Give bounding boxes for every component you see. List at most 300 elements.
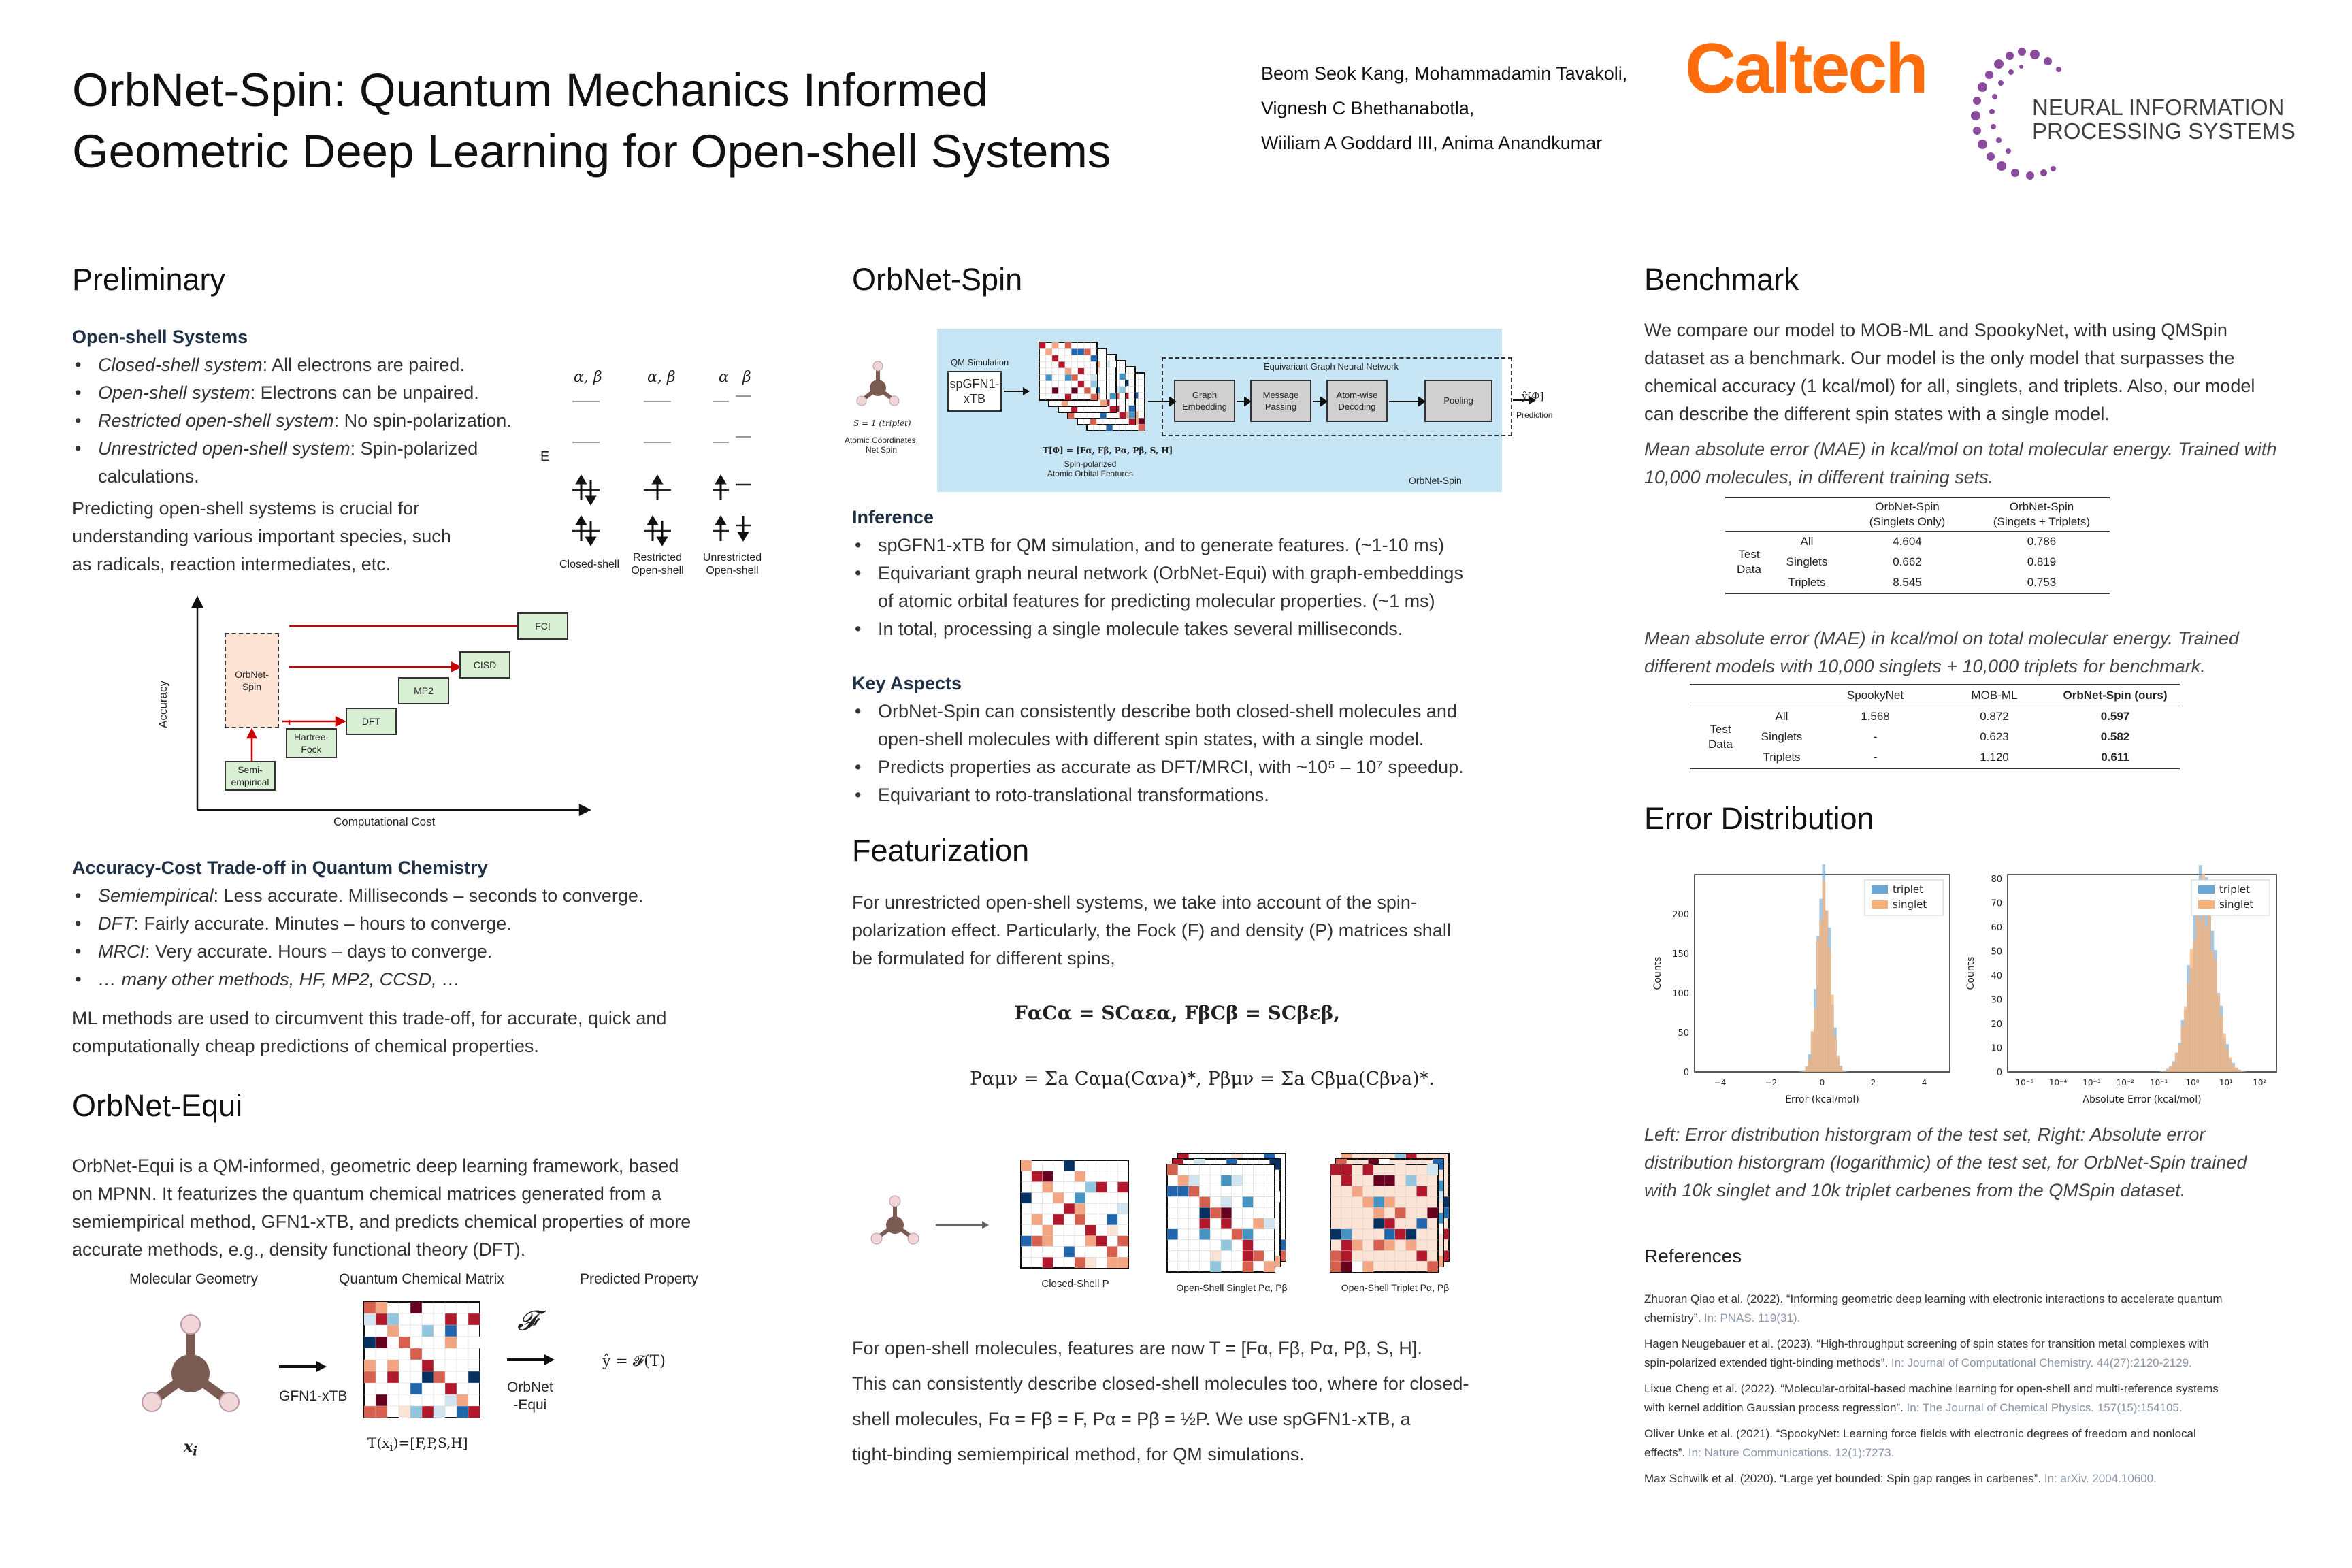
poster-title-line1: OrbNet-Spin: Quantum Mechanics Informed <box>72 64 989 116</box>
caption-line: Net Spin <box>865 445 898 455</box>
histogram-bar <box>1828 949 1831 1072</box>
matrix-cell <box>1427 1164 1438 1175</box>
table-header <box>1974 497 2110 532</box>
matrix-cell <box>387 1394 399 1406</box>
matrix-cell <box>1210 1207 1221 1218</box>
matrix-cell <box>1373 1175 1384 1186</box>
x-tick-label: 2 <box>1870 1078 1876 1088</box>
matrix-cell <box>422 1325 434 1337</box>
matrix-cell <box>1341 1250 1352 1261</box>
matrix-cell <box>1065 374 1071 380</box>
matrix-cell <box>1075 1214 1085 1225</box>
table-header: MOB-ML <box>1971 689 2018 702</box>
subsection-open-shell: Open-shell Systems <box>72 327 248 347</box>
matrix-cell <box>1039 342 1045 348</box>
matrix-cell <box>1096 1236 1107 1247</box>
reference-item <box>1644 1469 2284 1488</box>
matrix-cell <box>445 1383 457 1394</box>
caption-line: Open-shell <box>631 565 684 576</box>
trade-off-list <box>72 882 739 994</box>
matrix-cell <box>1384 1240 1395 1251</box>
molecule-icon <box>129 1305 252 1428</box>
featurization-paragraph <box>852 889 1451 973</box>
matrix-cell <box>1221 1207 1232 1218</box>
orbital-caption: Closed-shell <box>559 559 620 570</box>
definition: : Less accurate. Milliseconds – seconds to converge. <box>213 885 644 906</box>
y-tick-label: 80 <box>1991 874 2002 885</box>
histogram-bar <box>2190 949 2193 1072</box>
ref-source: In: arXiv. 2004.10600. <box>2044 1472 2157 1485</box>
arrow-icon <box>936 1220 990 1230</box>
x-tick-label: 10⁻⁵ <box>2015 1078 2034 1088</box>
histogram-bar <box>2199 920 2202 1072</box>
matrix-cell <box>457 1394 468 1406</box>
matrix-cell <box>1085 1225 1096 1236</box>
histogram-bar <box>2229 1057 2232 1072</box>
matrix-cell <box>1110 399 1116 406</box>
absolute-error-histogram <box>1960 864 2287 1109</box>
list-item: • Predicts properties as accurate as DFT/MRCI, with ~10⁵ – 10⁷ speedup. <box>852 753 1505 781</box>
matrix-cell <box>1084 387 1090 393</box>
matrix-cell <box>1373 1240 1384 1251</box>
matrix-cell <box>468 1371 480 1383</box>
definition: : Spin-polarized <box>350 438 478 459</box>
table-cell: All <box>1775 710 1788 723</box>
y-axis-label: Counts <box>1965 956 1976 990</box>
matrix-cell <box>1117 1182 1128 1193</box>
caltech-logo: Caltech <box>1685 29 1927 108</box>
math-text: x <box>184 1438 193 1456</box>
x-axis-label: Computational Cost <box>333 815 436 828</box>
caption-line: Atomic Orbital Features <box>1047 469 1134 478</box>
matrix-caption: Open-Shell Singlet Pα, Pβ <box>1176 1282 1288 1293</box>
matrix-cell <box>1085 1236 1096 1247</box>
matrix-cell <box>468 1406 480 1418</box>
matrix-cell <box>1078 368 1084 374</box>
table-row <box>1725 532 2110 553</box>
text-line: For open-shell molecules, features are now T = [Fα, Fβ, Pα, Pβ, S, H]. <box>852 1338 1422 1358</box>
molecule-icon <box>851 357 905 412</box>
legend-label: singlet <box>1893 898 1927 911</box>
matrix-cell <box>387 1360 399 1371</box>
matrix-cell <box>1045 348 1051 355</box>
matrix-cell <box>1341 1240 1352 1251</box>
box-label: Semi- <box>238 764 263 775</box>
trade-off-paragraph <box>72 1004 666 1060</box>
matrix-cell <box>1373 1196 1384 1207</box>
section-title-orbnet-equi: OrbNet-Equi <box>72 1088 243 1123</box>
box-label: spGFN1- <box>949 377 1000 391</box>
open-shell-list <box>72 351 549 491</box>
label-line: -Equi <box>513 1397 547 1413</box>
table-cell: Triplets <box>1763 751 1801 764</box>
matrix-cell <box>1052 355 1058 361</box>
histogram-bar <box>2244 1071 2247 1072</box>
histogram-bar <box>2181 1026 2185 1072</box>
x-tick-label: 10² <box>2253 1078 2267 1088</box>
energy-label: E <box>540 449 550 464</box>
matrix-cell <box>399 1406 410 1418</box>
orbital-label: α, β <box>647 369 676 386</box>
y-tick-label: 10 <box>1991 1043 2002 1054</box>
x-tick-label: 4 <box>1921 1078 1927 1088</box>
arrow-icon <box>507 1353 555 1367</box>
table-row-group-label <box>1725 532 1773 594</box>
table-cell: 0.611 <box>2101 751 2129 764</box>
histogram-bar <box>1833 1036 1837 1072</box>
x-tick-label: 10⁻⁴ <box>2048 1078 2068 1088</box>
histogram-bar <box>2160 1071 2163 1072</box>
text-line: Mean absolute error (MAE) in kcal/mol on total molecular energy. Trained <box>1644 628 2239 649</box>
matrix-cell <box>376 1406 387 1418</box>
matrix-cell <box>364 1360 376 1371</box>
author-line: Vignesh C Bhethanabotla, <box>1261 98 1475 118</box>
header-line: OrbNet-Spin <box>2009 500 2074 513</box>
matrix-cell <box>1362 1261 1373 1272</box>
text-line: For unrestricted open-shell systems, we take into account of the spin- <box>852 892 1417 913</box>
matrix-cell <box>1352 1186 1363 1197</box>
table-header: OrbNet-Spin (ours) <box>2063 689 2168 702</box>
table-cell: - <box>1873 730 1878 743</box>
matrix-cell <box>1139 425 1145 431</box>
matrix-cell <box>387 1371 399 1383</box>
histogram-bar <box>1819 921 1823 1072</box>
orbnet-spin-pipeline <box>937 329 1502 492</box>
x-axis-label: Absolute Error (kcal/mol) <box>2082 1094 2202 1105</box>
inference-list <box>852 532 1505 643</box>
matrix-cell <box>1330 1250 1341 1261</box>
text-line: OrbNet-Spin can consistently describe both closed-shell molecules and <box>878 701 1457 721</box>
orbital-caption <box>623 551 691 577</box>
table-cell: 0.819 <box>2027 555 2057 568</box>
matrix-cell <box>1110 393 1116 399</box>
list-item <box>852 698 1505 753</box>
matrix-cell <box>1384 1196 1395 1207</box>
table-cell: 0.623 <box>1980 730 2009 743</box>
math-sub: i <box>389 1441 393 1454</box>
matrix-cell <box>1052 381 1058 387</box>
matrix-cell <box>1395 1229 1406 1240</box>
matrix-cell <box>1100 400 1107 406</box>
label-line: Test <box>1710 723 1731 736</box>
definition: : Fairly accurate. Minutes – hours to converge. <box>133 913 512 934</box>
matrix-cell <box>1373 1218 1384 1229</box>
error-histogram <box>1647 864 1960 1109</box>
matrix-cell <box>1052 387 1058 393</box>
matrix-cell <box>1416 1250 1427 1261</box>
matrix-cell <box>1091 374 1097 380</box>
open-shell-triplet-matrix-icon <box>1329 1152 1452 1275</box>
matrix-cell <box>1032 1214 1043 1225</box>
feature-stack-icon <box>1032 336 1148 431</box>
error-caption <box>1644 1121 2247 1205</box>
matrix-caption: Open-Shell Triplet Pα, Pβ <box>1341 1282 1450 1293</box>
matrix-cell <box>1427 1261 1438 1272</box>
matrix-cell <box>1243 1250 1254 1261</box>
matrix-cell <box>1221 1175 1232 1186</box>
x-tick-label: 0 <box>1819 1078 1825 1088</box>
orbital-label: α, β <box>574 369 602 386</box>
matrix-cell <box>1075 1203 1085 1214</box>
reference-item <box>1644 1424 2284 1463</box>
legend-swatch-triplet <box>1872 885 1888 894</box>
histogram-bar <box>2196 894 2200 1072</box>
subsection-key-aspects: Key Aspects <box>852 673 962 693</box>
matrix-cell <box>1243 1240 1254 1251</box>
y-axis-label: Counts <box>1652 956 1663 990</box>
matrix-cell <box>1129 406 1135 412</box>
orbnet-equi-figure <box>82 1271 728 1475</box>
poster-title-line2: Geometric Deep Learning for Open-shell Systems <box>72 125 1111 178</box>
matrix-cell <box>1071 387 1077 393</box>
matrix-cell <box>1178 1186 1189 1197</box>
histogram-bar <box>2223 1034 2226 1072</box>
caption-line: Spin-polarized <box>1064 459 1117 469</box>
matrix-cell <box>422 1360 434 1371</box>
table-row <box>1690 706 2180 728</box>
matrix-cell <box>1065 342 1071 348</box>
term: Open-shell system <box>98 382 250 403</box>
cisd-box <box>459 651 510 679</box>
text-line: chemical accuracy (1 kcal/mol) for all, singlets, and triplets. Also, our model <box>1644 376 2255 396</box>
matrix-cell <box>1395 1207 1406 1218</box>
list-item <box>72 882 739 910</box>
benchmark-paragraph <box>1644 316 2255 428</box>
subsection-inference: Inference <box>852 507 934 527</box>
text-line: of atomic orbital features for predicting molecular properties. (~1 ms) <box>878 591 1435 611</box>
histogram-bar <box>2232 1065 2235 1072</box>
matrix-cell <box>434 1383 445 1394</box>
matrix-cell <box>1091 355 1097 361</box>
orbital-caption <box>698 551 766 577</box>
matrix-cell <box>1373 1207 1384 1218</box>
legend-swatch-singlet <box>2198 900 2215 909</box>
ref-line: chemistry”. <box>1644 1311 1704 1324</box>
matrix-cell <box>364 1313 376 1325</box>
matrix-cell <box>1053 1214 1064 1225</box>
text-line: understanding various important species, such <box>72 526 451 546</box>
histogram-bar <box>2187 983 2190 1072</box>
histogram-bar <box>2175 1054 2178 1072</box>
matrix-cell <box>1232 1175 1243 1186</box>
open-shell-singlet-matrix-icon <box>1166 1152 1288 1275</box>
matrix-cell <box>457 1406 468 1418</box>
neurips-wordmark <box>2032 95 2296 143</box>
closed-shell-matrix-icon <box>1017 1157 1133 1273</box>
label-line: Data <box>1708 738 1733 751</box>
box-label: Decoding <box>1338 402 1376 412</box>
matrix-cell <box>1341 1261 1352 1272</box>
orbnet-spin-box <box>225 633 279 728</box>
list-item <box>72 938 739 966</box>
arrow-icon <box>279 1360 327 1373</box>
matrix-cell <box>1117 1192 1128 1203</box>
y-tick-label: 20 <box>1991 1019 2002 1030</box>
featurization-paragraph-2 <box>852 1330 1469 1472</box>
neurips-line: PROCESSING SYSTEMS <box>2032 118 2296 144</box>
table-header <box>1841 497 1974 532</box>
matrix-cell <box>1064 1203 1075 1214</box>
matrix-cell <box>1058 361 1064 368</box>
matrix-cell <box>376 1337 387 1348</box>
box-label: Pooling <box>1443 395 1473 406</box>
matrix-cell <box>1330 1229 1341 1240</box>
text-line: dataset as a benchmark. Our model is the only model that surpasses the <box>1644 348 2235 368</box>
box-label: Embedding <box>1182 402 1227 412</box>
benchmark-table-2 <box>1690 684 2180 769</box>
histogram-bar <box>1814 1009 1817 1072</box>
matrix-cell <box>1043 1236 1054 1247</box>
histogram-bar <box>1840 1067 1843 1072</box>
t-formula <box>368 1435 468 1454</box>
text-line: shell molecules, Fα = Fβ = F, Pα = Pβ = ½P. We use spGFN1-xTB, a <box>852 1409 1411 1429</box>
matrix-cell <box>1117 1257 1128 1268</box>
ref-source: In: Nature Communications. 12(1):7273. <box>1688 1446 1895 1459</box>
table-header-row <box>1725 497 2110 532</box>
list-item: • … many other methods, HF, MP2, CCSD, … <box>72 966 739 994</box>
histogram-bar <box>2235 1068 2238 1072</box>
matrix-cell <box>468 1313 480 1325</box>
text-line: tight-binding semiempirical method, for QM simulations. <box>852 1444 1305 1465</box>
table-cell: 1.120 <box>1980 751 2009 764</box>
orbnet-equi-label <box>507 1379 553 1414</box>
matrix-cell <box>1129 412 1135 418</box>
x-tick-label: −2 <box>1765 1078 1778 1088</box>
label-line: OrbNet <box>507 1379 553 1395</box>
matrix-cell <box>387 1325 399 1337</box>
matrix-cell <box>1199 1196 1210 1207</box>
definition: : Electrons can be unpaired. <box>250 382 479 403</box>
matrix-cell <box>1085 1257 1096 1268</box>
term: Restricted open-shell system <box>98 410 334 431</box>
list-item: • spGFN1-xTB for QM simulation, and to generate features. (~1-10 ms) <box>852 532 1505 559</box>
references-list <box>1644 1290 2284 1495</box>
dft-box <box>346 708 397 735</box>
table1-caption <box>1644 436 2276 491</box>
pipeline-arrows <box>1148 397 1509 406</box>
author-line: Wiiliam A Goddard III, Anima Anandkumar <box>1261 133 1603 153</box>
key-aspects-list <box>852 698 1505 809</box>
matrix-cell <box>1406 1175 1417 1186</box>
term: Semiempirical <box>98 885 214 906</box>
matrix-cell <box>410 1406 422 1418</box>
box-label: empirical <box>231 777 270 787</box>
matrix-cell <box>1416 1218 1427 1229</box>
matrix-cell <box>1243 1229 1254 1240</box>
figure-label: Predicted Property <box>580 1271 698 1287</box>
matrix-cell <box>399 1394 410 1406</box>
box-label: Hartree- <box>293 732 329 742</box>
matrix-cell <box>1167 1164 1178 1175</box>
matrix-cell <box>1110 406 1116 412</box>
prediction-label: Prediction <box>1516 410 1553 420</box>
matrix-cell <box>364 1371 376 1383</box>
input-caption <box>834 436 929 455</box>
ref-source: In: Journal of Computational Chemistry. 44(27):2120-2129. <box>1891 1356 2192 1369</box>
matrix-cell <box>1078 348 1084 355</box>
matrix-cell <box>1330 1261 1341 1272</box>
histogram-bar <box>1811 1031 1814 1072</box>
matrix-cell <box>1221 1196 1232 1207</box>
matrix-cell <box>1065 368 1071 374</box>
histogram-bar <box>1831 995 1834 1072</box>
box-label: Message <box>1262 390 1299 400</box>
subsection-trade-off: Accuracy-Cost Trade-off in Quantum Chemistry <box>72 858 488 878</box>
label-line: Data <box>1737 563 1761 576</box>
matrix-cell <box>1043 1225 1054 1236</box>
ref-line: spin-polarized extended tight-binding methods”. <box>1644 1356 1891 1369</box>
matrix-cell <box>434 1406 445 1418</box>
matrix-cell <box>1096 1182 1107 1193</box>
ref-source: In: The Journal of Chemical Physics. 157(15):154105. <box>1906 1401 2183 1414</box>
matrix-cell <box>1384 1229 1395 1240</box>
x-tick-label: 10⁻² <box>2116 1078 2135 1088</box>
text-line: Equivariant graph neural network (OrbNet-Equi) with graph-embeddings <box>878 563 1463 583</box>
y-tick-label: 150 <box>1672 949 1689 960</box>
term: MRCI <box>98 941 145 962</box>
matrix-cell <box>1199 1175 1210 1186</box>
text-line: semiempirical method, GFN1-xTB, and predicts chemical properties of more <box>72 1211 691 1232</box>
open-shell-paragraph <box>72 495 451 578</box>
t-phi-formula: T[Φ] = [Fα, Fβ, Pα, Pβ, S, H] <box>1043 446 1173 455</box>
histogram-bar <box>2240 1071 2244 1072</box>
box-label: Atom-wise <box>1336 390 1378 400</box>
text-line: Predicting open-shell systems is crucial for <box>72 498 420 519</box>
matrix-cell <box>1084 348 1090 355</box>
matrix-cell <box>1065 394 1071 400</box>
matrix-cell <box>1129 419 1135 425</box>
feature-caption <box>1036 459 1145 478</box>
matrix-cell <box>1167 1229 1178 1240</box>
y-tick-label: 60 <box>1991 922 2002 933</box>
histogram-bar <box>2238 1071 2241 1072</box>
caption-line: Open-shell <box>706 565 759 576</box>
definition: : All electrons are paired. <box>262 355 465 375</box>
matrix-cell <box>445 1394 457 1406</box>
matrix-cell <box>1120 412 1126 419</box>
box-label: Passing <box>1264 402 1297 412</box>
label-line: Test <box>1738 548 1760 561</box>
text-line: open-shell molecules with different spin states, with a single model. <box>878 729 1424 749</box>
text-line: be formulated for different spins, <box>852 948 1115 968</box>
histogram-bar <box>2214 960 2217 1072</box>
math-sub: i <box>193 1444 198 1459</box>
matrix-cell <box>410 1302 422 1313</box>
table-row <box>1725 572 2110 593</box>
box-label: OrbNet- <box>235 669 269 680</box>
definition: calculations. <box>98 466 199 487</box>
table-cell: Singlets <box>1761 730 1803 743</box>
author-line: Beom Seok Kang, Mohammadamin Tavakoli, <box>1261 63 1628 84</box>
text-line: polarization effect. Particularly, the Fock (F) and density (P) matrices shall <box>852 920 1451 941</box>
caption-line: Unrestricted <box>702 552 762 564</box>
matrix-cell <box>1221 1218 1232 1229</box>
figure-label: GFN1-xTB <box>279 1388 348 1404</box>
ref-line: Max Schwilk et al. (2020). “Large yet bounded: Spin gap ranges in carbenes”. <box>1644 1472 2044 1485</box>
section-title-orbnet-spin: OrbNet-Spin <box>852 262 1023 297</box>
matrix-cell <box>1071 348 1077 355</box>
matrix-cell <box>1117 1203 1128 1214</box>
section-title-error-distribution: Error Distribution <box>1644 801 1874 836</box>
matrix-cell <box>434 1371 445 1383</box>
orbital-levels <box>535 361 787 558</box>
term: Unrestricted open-shell system <box>98 438 350 459</box>
table-row-group-label <box>1690 706 1751 769</box>
ref-line: Hagen Neugebauer et al. (2023). “High-throughput screening of spin states for transition metal complexes with <box>1644 1337 2209 1350</box>
matrix-cell <box>1032 1171 1043 1182</box>
matrix-caption: Closed-Shell P <box>1041 1278 1109 1290</box>
histogram-bar <box>1806 1066 1809 1072</box>
